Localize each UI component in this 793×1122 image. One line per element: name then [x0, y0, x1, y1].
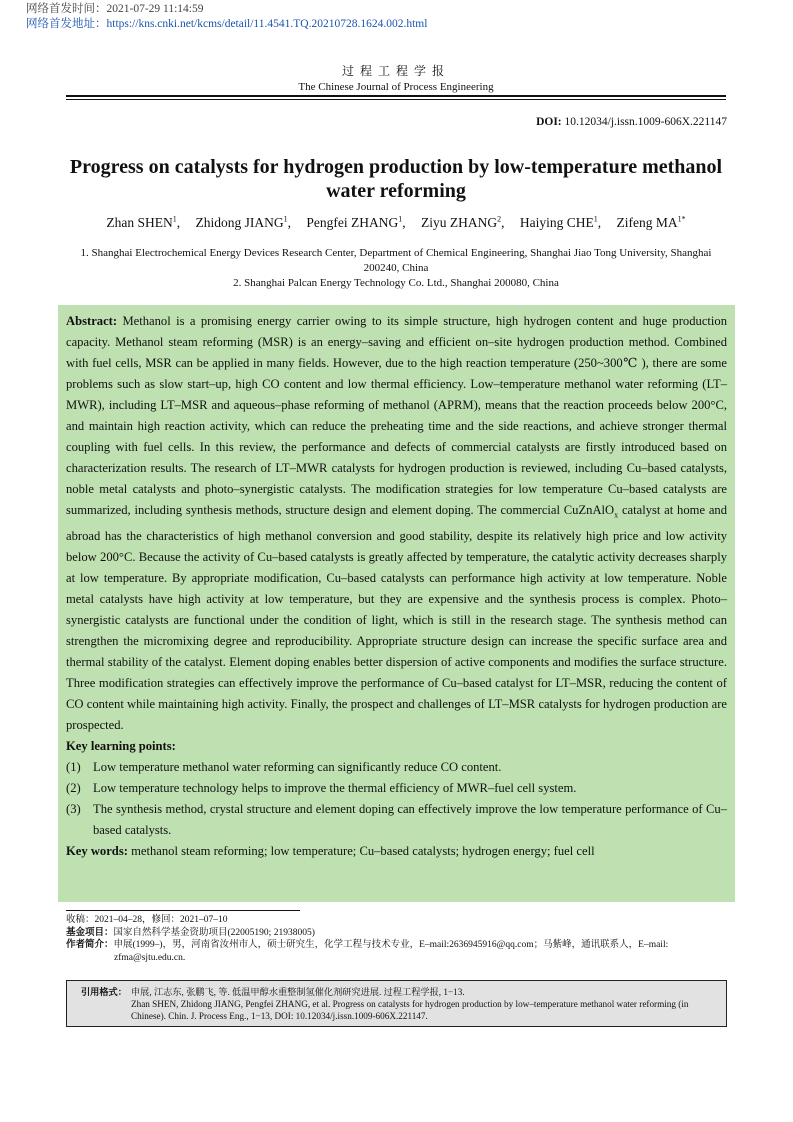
- fund-text: 国家自然科学基金资助项目(22005190; 21938005): [113, 927, 315, 938]
- publish-url-label: 网络首发地址：: [26, 18, 107, 30]
- abstract-text-part-2: catalyst at home and abroad has the characteristics of high methanol conversion and good stability, despite its relatively high price and low activity below 200°C. Because the activity of Cu–based catalysts is greatly affected by temperature, the catalytic activity decreases sharply at low temperature. By appropriate modification, Cu–based catalysts can performance high activity at low temperature. Noble metal catalysts have high activity at low temperature, but they are expensive and the synthesis process is complex. Photo–synergistic catalysts are functional under the condition of light, which is still in the research stage. The synthesis method can strengthen the micromixing degree and reproducibility. Appropriate structure design can increase the specific surface area and thermal stability of the catalyst. Element doping enables better dispersion of active components and modifies the surface structure. Three modification strategies can effectively improve the performance of Cu–based catalyst for LT–MSR, reducing the content of CO content while maintaining high activity. Finally, the prospect and challenges of LT–MSR catalysts for hydrogen production are prospected.: [66, 503, 727, 732]
- author-sep: ,: [501, 214, 505, 230]
- network-publication-info: [26, 2, 427, 32]
- journal-header: [66, 63, 726, 94]
- key-points-label: Key learning points:: [66, 738, 176, 753]
- footnotes: [66, 914, 726, 964]
- journal-name-cn: 过程工程学报: [341, 64, 450, 78]
- citation-label: 引用格式：: [81, 987, 127, 997]
- author-6: [616, 215, 685, 230]
- author-sep: ,: [402, 214, 406, 230]
- abstract-text-part-1: Methanol is a promising energy carrier owing to its simple structure, high hydrogen content and huge production capacity. Methanol steam reforming (MSR) is an energy–saving and efficient on–site hydrogen production method. Combined with fuel cells, MSR can be applied in many fields. However, due to the high reaction temperature (250~300℃ ), there are some problems such as slow start–up, high CO content and low thermal efficiency. Low–temperature methanol water reforming (LT–MWR), including LT–MSR and aqueous–phase reforming of methanol (APRM), means that the reaction proceeds below 200°C, and maintain high reaction activity, which can reduce the preheating time and the side reactions, and achieve stronger thermal coupling with fuel cells. In this review, the performance and defects of commercial catalysts are firstly introduced based on characterization results. The research of LT–MWR catalysts for hydrogen production is reviewed, including Cu–based catalysts, noble metal catalysts and photo–synergistic catalysts. The modification strategies for low temperature Cu–based catalysts are summarized, including synthesis methods, structure design and element doping. The commercial CuZnAlO: [66, 314, 727, 517]
- author-bio-label: 作者简介：: [66, 940, 114, 950]
- citation-spacer: [81, 998, 131, 1022]
- author-email-line: zfma@sjtu.edu.cn.: [114, 952, 186, 963]
- abstract-paragraph: [66, 311, 727, 736]
- citation-en-row: [81, 998, 718, 1022]
- author-bio-text: 申展(1999–)，男，河南省汝州市人，硕士研究生，化学工程与技术专业，E–mail:2636945916@qq.com；马紫峰，通讯联系人，E–mail:: [113, 940, 669, 950]
- author-2: [196, 215, 292, 230]
- author-sep: ,: [597, 214, 602, 230]
- publish-url-link[interactable]: https://kns.cnki.net/kcms/detail/11.4541.TQ.20210728.1624.002.html: [106, 18, 428, 30]
- key-point-number: (1): [66, 759, 81, 774]
- key-point-text: The synthesis method, crystal structure and element doping can effectively improve the low temperature performance of Cu–based catalysts.: [93, 801, 727, 837]
- keywords-label: Key words:: [66, 843, 128, 858]
- publish-time-line: [26, 2, 427, 17]
- author-4: [421, 215, 505, 230]
- citation-box: [66, 980, 727, 1027]
- key-point-number: (2): [66, 780, 81, 795]
- doi-value: 10.12034/j.issn.1009-606X.221147: [564, 116, 727, 128]
- footnote-rule: [66, 910, 300, 911]
- citation-cn: 申展, 江志东, 张鹏飞, 等. 低温甲醇水重整制氢催化剂研究进展. 过程工程学报, 1−13.: [131, 987, 465, 997]
- author-1: [106, 215, 180, 230]
- keywords-line: [66, 841, 727, 862]
- author-affil-mark: 1: [283, 214, 288, 223]
- key-point-item: [66, 757, 727, 778]
- author-name: Zhidong JIANG: [195, 214, 284, 230]
- received-date: 收稿：2021–04–28，修回：2021–07–10: [66, 915, 228, 925]
- affiliations: [66, 246, 726, 291]
- article-title: Progress on catalysts for hydrogen production by low-temperature methanol water reforming: [69, 156, 723, 202]
- abstract-box: [58, 305, 735, 902]
- key-point-text: Low temperature technology helps to improve the thermal efficiency of MWR–fuel cell system.: [93, 780, 577, 795]
- header-rule-thin: [66, 99, 726, 100]
- abstract-subscript-x: x: [614, 510, 619, 520]
- author-affil-mark: 1: [593, 214, 598, 223]
- fund-line: [66, 927, 726, 940]
- key-point-item: [66, 799, 727, 841]
- author-list: [66, 214, 726, 231]
- affiliation-1: 1. Shanghai Electrochemical Energy Devices Research Center, Department of Chemical Engineering, Shanghai Jiao Tong University, Shanghai 200240, China: [80, 247, 712, 274]
- author-name: Haiying CHE: [519, 214, 594, 230]
- publish-time-value: 2021-07-29 11:14:59: [106, 3, 204, 15]
- publish-url-line: [26, 17, 427, 32]
- abstract-label: Abstract:: [66, 314, 118, 328]
- header-rule-thick: [66, 95, 726, 97]
- author-name: Zifeng MA: [616, 214, 678, 230]
- author-affil-mark: 1*: [677, 214, 686, 223]
- publish-time-label: 网络首发时间：: [26, 3, 107, 15]
- doi-label: DOI:: [536, 116, 562, 128]
- key-point-number: (3): [66, 801, 81, 816]
- author-3: [306, 215, 405, 230]
- author-name: Ziyu ZHANG: [420, 214, 498, 230]
- author-name: Zhan SHEN: [106, 214, 173, 230]
- author-sep: ,: [176, 214, 181, 230]
- keywords-text: methanol steam reforming; low temperature; Cu–based catalysts; hydrogen energy; fuel cell: [131, 843, 595, 858]
- citation-cn-row: [81, 986, 718, 998]
- citation-en: Zhan SHEN, Zhidong JIANG, Pengfei ZHANG, et al. Progress on catalysts for hydrogen production by low–temperature methanol water reforming (in Chinese). Chin. J. Process Eng., 1−13, DOI: 10.12034/j.issn.1009-606X.221147.: [131, 999, 689, 1021]
- journal-name-en: The Chinese Journal of Process Engineering: [298, 81, 494, 93]
- author-sep: ,: [287, 214, 291, 230]
- author-bio-line: [66, 939, 726, 952]
- fund-label: 基金项目：: [66, 927, 114, 938]
- key-point-item: [66, 778, 727, 799]
- key-points-heading: [66, 736, 727, 757]
- doi-line: [536, 116, 727, 128]
- author-affil-mark: 1: [398, 214, 403, 223]
- author-5: [520, 215, 601, 230]
- author-affil-mark: 1: [172, 214, 177, 223]
- affiliation-2: 2. Shanghai Palcan Energy Technology Co. Ltd., Shanghai 200080, China: [233, 277, 559, 289]
- key-point-text: Low temperature methanol water reforming can significantly reduce CO content.: [93, 759, 502, 774]
- author-name: Pengfei ZHANG: [306, 214, 399, 230]
- author-affil-mark: 2: [497, 214, 502, 223]
